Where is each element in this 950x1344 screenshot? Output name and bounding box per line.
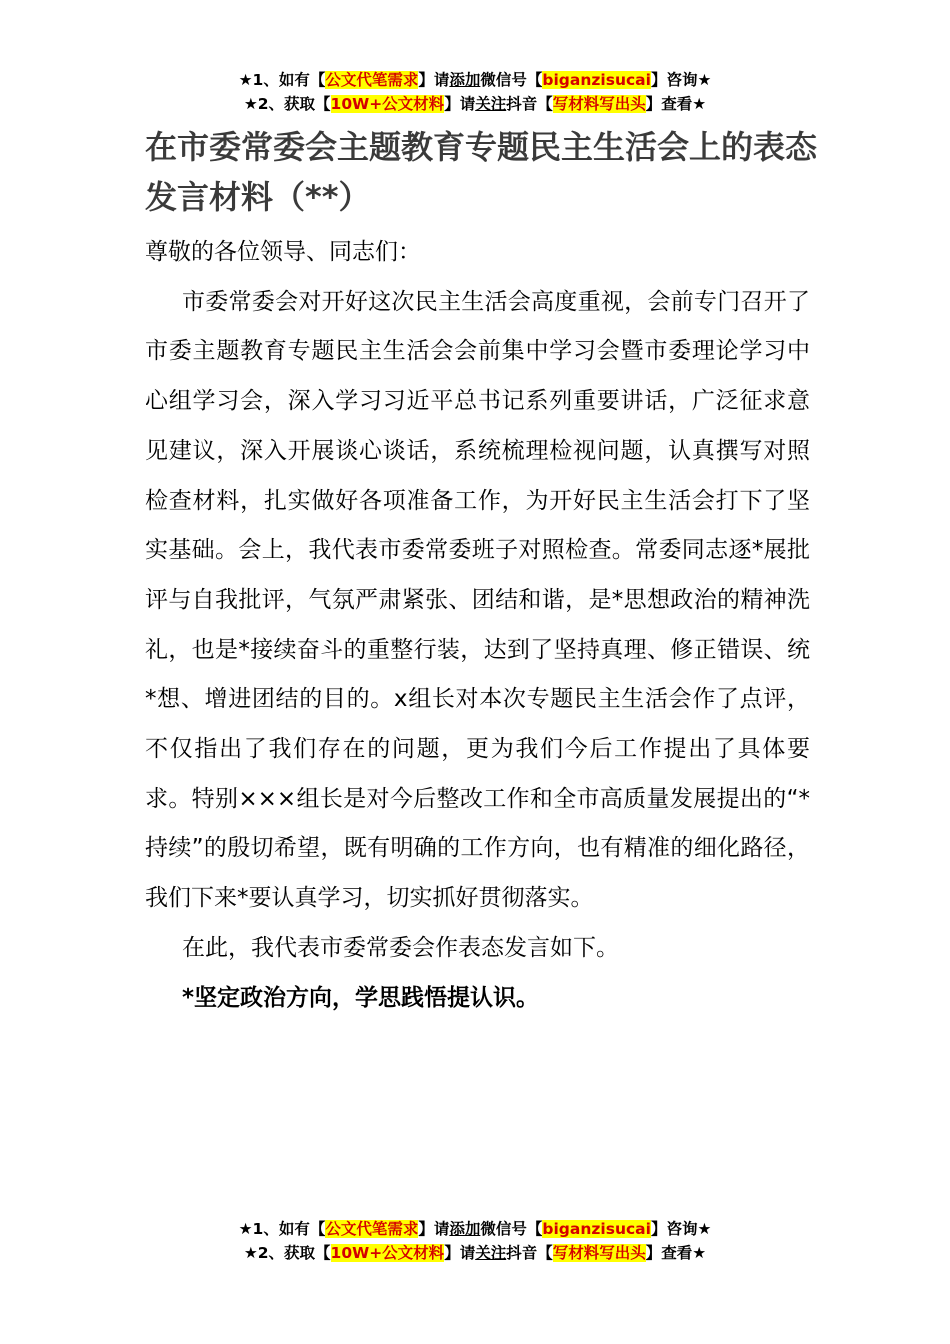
banner-text: 微信号【 xyxy=(480,1220,543,1238)
star-icon: ★ xyxy=(692,1244,707,1262)
banner-text: 】请 xyxy=(444,1244,476,1262)
salutation: 尊敬的各位领导、同志们： xyxy=(145,239,421,265)
banner-text: 1、如有【 xyxy=(252,71,326,89)
douyin-id-highlight: 写材料写出头 xyxy=(552,95,646,113)
star-icon: ★ xyxy=(243,95,258,113)
banner-line-1 xyxy=(0,68,950,92)
banner-highlight: 公文代笔需求 xyxy=(325,1220,419,1238)
wechat-id-highlight: biganzisucai xyxy=(542,71,651,89)
banner-line-1 xyxy=(0,1217,950,1241)
banner-emphasis: 添加 xyxy=(449,1220,481,1238)
banner-text: 抖音【 xyxy=(506,95,553,113)
banner-text: 2、获取【 xyxy=(257,1244,331,1262)
top-banner xyxy=(0,68,950,116)
banner-highlight: 10W+公文材料 xyxy=(330,95,445,113)
banner-text: 】请 xyxy=(418,1220,450,1238)
star-icon: ★ xyxy=(243,1244,258,1262)
banner-text: 】查看 xyxy=(645,1244,693,1262)
document-title: 在市委常委会主题教育专题民主生活会上的表态发言材料（**） xyxy=(145,128,818,216)
banner-text: 】请 xyxy=(444,95,476,113)
star-icon: ★ xyxy=(692,95,707,113)
banner-highlight: 10W+公文材料 xyxy=(330,1244,445,1262)
banner-line-2 xyxy=(0,1241,950,1265)
banner-text: 】咨询 xyxy=(650,71,698,89)
star-icon: ★ xyxy=(697,1220,712,1238)
star-icon: ★ xyxy=(697,71,712,89)
banner-emphasis: 关注 xyxy=(475,1244,507,1262)
banner-text: 抖音【 xyxy=(506,1244,553,1262)
star-icon: ★ xyxy=(238,1220,253,1238)
banner-line-2 xyxy=(0,92,950,116)
douyin-id-highlight: 写材料写出头 xyxy=(552,1244,646,1262)
banner-text: 微信号【 xyxy=(480,71,543,89)
star-icon: ★ xyxy=(238,71,253,89)
banner-text: 】请 xyxy=(418,71,450,89)
banner-text: 】咨询 xyxy=(650,1220,698,1238)
bottom-banner xyxy=(0,1217,950,1265)
document-body xyxy=(145,228,810,1023)
wechat-id-highlight: biganzisucai xyxy=(542,1220,651,1238)
banner-text: 2、获取【 xyxy=(257,95,331,113)
paragraph: 在此，我代表市委常委会作表态发言如下。 xyxy=(182,934,619,961)
banner-emphasis: 添加 xyxy=(449,71,481,89)
banner-highlight: 公文代笔需求 xyxy=(325,71,419,89)
banner-text: 】查看 xyxy=(645,95,693,113)
section-heading: *坚定政治方向，学思践悟提认识。 xyxy=(182,984,540,1011)
banner-emphasis: 关注 xyxy=(475,95,507,113)
banner-text: 1、如有【 xyxy=(252,1220,326,1238)
paragraph: 市委常委会对开好这次民主生活会高度重视，会前专门召开了市委主题教育专题民主生活会会前集中学习会暨市委理论学习中心组学习会，深入学习习近平总书记系列重要讲话，广泛征求意见建议，深入开展谈心谈话，系统梳理检视问题，认真撰写对照检查材料，扎实做好各项准备工作，为开好民主生活会打下了坚实基础。会上，我代表市委常委班子对照检查。常委同志逐*展批评与自我批评，气氛严肃紧张、团结和谐，是*思想政治的精神洗礼，也是*接续奋斗的重整行装，达到了坚持真理、修正错误、统*想、增进团结的目的。x组长对本次专题民主生活会作了点评，不仅指出了我们存在的问题，更为我们今后工作提出了具体要求。特别×××组长是对今后整改工作和全市高质量发展提出的“*持续”的殷切希望，既有明确的工作方向，也有精准的细化路径，我们下来*要认真学习，切实抓好贯彻落实。 xyxy=(145,288,810,912)
